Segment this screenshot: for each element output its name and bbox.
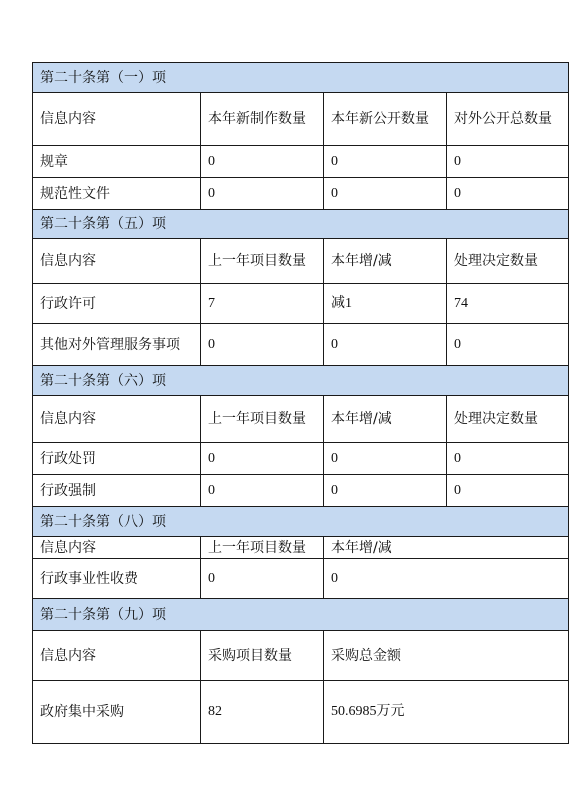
column-header: 信息内容 xyxy=(33,239,201,284)
column-header-row xyxy=(33,631,569,681)
column-header: 上一年项目数量 xyxy=(201,537,324,559)
column-header: 本年增/减 xyxy=(324,537,569,559)
column-header: 采购项目数量 xyxy=(201,631,324,681)
column-header-row xyxy=(33,93,569,146)
table-cell: 0 xyxy=(447,146,569,178)
column-header: 本年新制作数量 xyxy=(201,93,324,146)
table-cell: 0 xyxy=(324,559,569,599)
table-cell: 0 xyxy=(447,443,569,475)
column-header-row xyxy=(33,239,569,284)
table-row xyxy=(33,443,569,475)
table-cell: 0 xyxy=(201,475,324,507)
column-header: 本年增/减 xyxy=(324,239,447,284)
section-title: 第二十条第（九）项 xyxy=(33,599,569,631)
table-row xyxy=(33,178,569,210)
column-header: 本年新公开数量 xyxy=(324,93,447,146)
column-header: 上一年项目数量 xyxy=(201,396,324,443)
table-row xyxy=(33,475,569,507)
column-header: 上一年项目数量 xyxy=(201,239,324,284)
table-row xyxy=(33,284,569,324)
row-label: 政府集中采购 xyxy=(33,681,201,744)
column-header: 本年增/减 xyxy=(324,396,447,443)
row-label: 行政处罚 xyxy=(33,443,201,475)
row-label: 行政事业性收费 xyxy=(33,559,201,599)
table-row xyxy=(33,681,569,744)
table-row xyxy=(33,146,569,178)
column-header: 采购总金额 xyxy=(324,631,569,681)
table-cell: 0 xyxy=(447,324,569,366)
table-cell: 0 xyxy=(447,178,569,210)
row-label: 其他对外管理服务事项 xyxy=(33,324,201,366)
section-title: 第二十条第（一）项 xyxy=(33,63,569,93)
column-header: 信息内容 xyxy=(33,93,201,146)
row-label: 规范性文件 xyxy=(33,178,201,210)
row-label: 规章 xyxy=(33,146,201,178)
disclosure-table xyxy=(32,62,569,744)
column-header: 信息内容 xyxy=(33,537,201,559)
table-cell: 0 xyxy=(201,443,324,475)
table-cell: 减1 xyxy=(324,284,447,324)
column-header: 信息内容 xyxy=(33,396,201,443)
table-cell: 0 xyxy=(324,146,447,178)
section-title: 第二十条第（八）项 xyxy=(33,507,569,537)
column-header-row xyxy=(33,537,569,559)
row-label: 行政强制 xyxy=(33,475,201,507)
table-row xyxy=(33,559,569,599)
section-header-row xyxy=(33,210,569,239)
row-label: 行政许可 xyxy=(33,284,201,324)
section-header-row xyxy=(33,63,569,93)
column-header: 处理决定数量 xyxy=(447,396,569,443)
table-cell: 7 xyxy=(201,284,324,324)
table-cell: 0 xyxy=(324,475,447,507)
table-row xyxy=(33,324,569,366)
table-cell: 82 xyxy=(201,681,324,744)
section-header-row xyxy=(33,599,569,631)
table-cell: 0 xyxy=(201,324,324,366)
column-header: 处理决定数量 xyxy=(447,239,569,284)
table-cell: 0 xyxy=(201,178,324,210)
section-title: 第二十条第（六）项 xyxy=(33,366,569,396)
table-cell: 0 xyxy=(324,178,447,210)
column-header: 对外公开总数量 xyxy=(447,93,569,146)
table-cell: 50.6985万元 xyxy=(324,681,569,744)
column-header-row xyxy=(33,396,569,443)
section-header-row xyxy=(33,507,569,537)
table-cell: 0 xyxy=(201,146,324,178)
table-cell: 74 xyxy=(447,284,569,324)
column-header: 信息内容 xyxy=(33,631,201,681)
section-title: 第二十条第（五）项 xyxy=(33,210,569,239)
table-cell: 0 xyxy=(447,475,569,507)
table-cell: 0 xyxy=(324,443,447,475)
table-cell: 0 xyxy=(201,559,324,599)
table-cell: 0 xyxy=(324,324,447,366)
section-header-row xyxy=(33,366,569,396)
